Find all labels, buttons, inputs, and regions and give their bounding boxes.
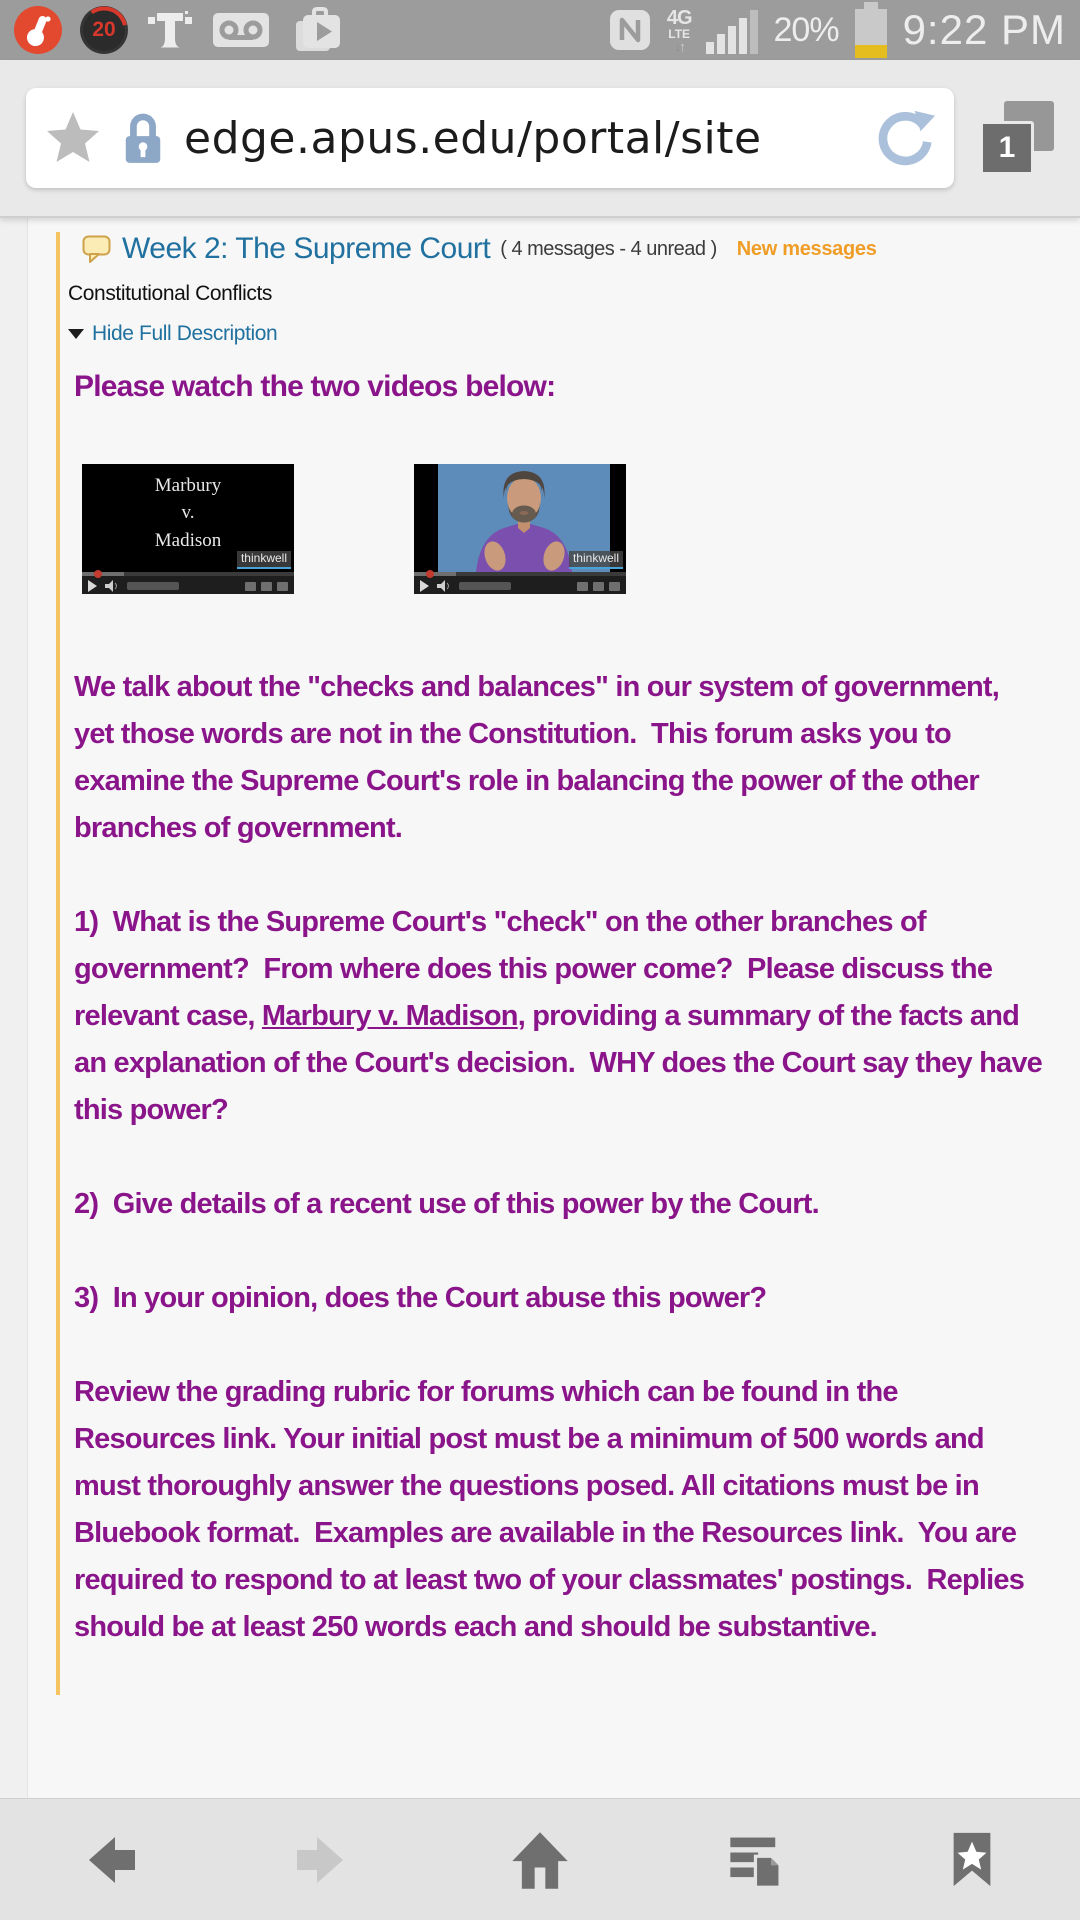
home-button[interactable] xyxy=(508,1828,572,1892)
tmobile-icon xyxy=(146,7,194,53)
video-progress-bar[interactable] xyxy=(414,572,626,576)
network-type-indicator: 4G LTE ↓↑ xyxy=(666,6,692,54)
paragraph-question-3: 3) In your opinion, does the Court abuse this power? xyxy=(74,1282,767,1314)
signal-bars-icon xyxy=(706,6,760,54)
video-controls xyxy=(414,572,626,594)
paragraph-rubric: Review the grading rubric for forums which can be found in the Resources link. Your initial post must be a minimum of 500 words and must thoroughly answer the questions posed. All citations must be in Bluebook format. Examples are available in the Resources link. You are required to respond to at least two of your classmates' postings. Replies should be at least 250 words each and should be substantive. xyxy=(74,1376,1032,1643)
url-field[interactable] xyxy=(26,88,954,188)
status-clock: 9:22 PM xyxy=(902,6,1066,53)
status-bar xyxy=(0,0,1080,60)
voicemail-icon xyxy=(212,6,270,54)
new-messages-link[interactable]: New messages xyxy=(736,237,877,260)
battery-percent: 20% xyxy=(773,10,839,49)
battery-icon xyxy=(853,2,889,58)
saved-pages-icon xyxy=(725,1829,787,1891)
battery-badge-20-icon xyxy=(80,6,128,54)
play-videos-icon xyxy=(288,5,344,55)
video-title-card: Marbury v. Madison xyxy=(154,474,222,551)
forum-topic-title[interactable]: Week 2: The Supreme Court xyxy=(122,232,491,265)
hide-description-label: Hide Full Description xyxy=(92,322,278,345)
tab-counter-button[interactable] xyxy=(980,101,1054,175)
thinkwell-watermark: thinkwell xyxy=(237,551,291,569)
back-arrow-icon xyxy=(77,1829,139,1891)
video-marbury-v-madison[interactable] xyxy=(82,464,294,594)
video-row xyxy=(82,464,1050,594)
player-right-icons[interactable] xyxy=(577,582,620,591)
video-progress-bar[interactable] xyxy=(82,572,294,576)
forum-description xyxy=(74,664,1050,1651)
forum-topic xyxy=(56,232,1050,1695)
nfc-icon xyxy=(607,7,653,53)
page-left-gutter xyxy=(0,218,28,1798)
web-page-content xyxy=(0,218,1080,1798)
paragraph-question-2: 2) Give details of a recent use of this power by the Court. xyxy=(74,1188,819,1220)
play-button[interactable] xyxy=(88,580,97,592)
back-button[interactable] xyxy=(76,1828,140,1892)
paragraph-checks-balances: We talk about the "checks and balances" in our system of government, yet those words are not in the Constitution. This forum asks you to examine the Supreme Court's role in balancing the power of the other branches of government. xyxy=(74,671,1007,844)
marbury-case-link[interactable]: Marbury v. Madison xyxy=(261,1000,518,1032)
refresh-icon[interactable] xyxy=(874,107,936,169)
tab-count: 1 xyxy=(998,131,1016,164)
speech-bubble-icon xyxy=(82,235,112,263)
browser-bottom-toolbar xyxy=(0,1798,1080,1920)
paragraph-question-1: 1) What is the Supreme Court's "check" on the other branches of government? From where does this power come? Please discuss the relevant case, Marbury v. Madison, providing a summary of the facts and an explanation of the Court's decision. WHY does the Court say they have this power? xyxy=(74,906,1050,1126)
video-lecturer[interactable] xyxy=(414,464,626,594)
intro-text: Please watch the two videos below: xyxy=(74,370,556,403)
forum-subtitle: Constitutional Conflicts xyxy=(68,282,272,305)
volume-icon[interactable] xyxy=(437,580,451,592)
browser-address-bar xyxy=(0,60,1080,218)
forum-topic-header xyxy=(68,232,1050,266)
bookmark-star-icon[interactable] xyxy=(44,110,102,166)
time-display xyxy=(459,582,511,590)
home-icon xyxy=(508,1829,572,1891)
thermometer-notification-icon xyxy=(14,6,62,54)
thinkwell-watermark: thinkwell xyxy=(569,551,623,569)
forward-arrow-icon xyxy=(293,1829,355,1891)
play-button[interactable] xyxy=(420,580,429,592)
hide-description-toggle[interactable] xyxy=(68,322,1050,346)
saved-pages-button[interactable] xyxy=(724,1828,788,1892)
status-indicators xyxy=(607,2,1066,58)
forum-message-count: ( 4 messages - 4 unread ) xyxy=(500,237,717,260)
volume-icon[interactable] xyxy=(105,580,119,592)
forward-button[interactable] xyxy=(292,1828,356,1892)
badge-count: 20 xyxy=(92,18,116,41)
lock-icon[interactable] xyxy=(120,110,166,166)
url-text[interactable]: edge.apus.edu/portal/site xyxy=(184,112,762,164)
time-display xyxy=(127,582,179,590)
player-right-icons[interactable] xyxy=(245,582,288,591)
video-controls xyxy=(82,572,294,594)
bookmark-ribbon-star-icon xyxy=(943,1829,1001,1891)
bookmarks-button[interactable] xyxy=(940,1828,1004,1892)
caret-down-icon xyxy=(68,329,84,339)
